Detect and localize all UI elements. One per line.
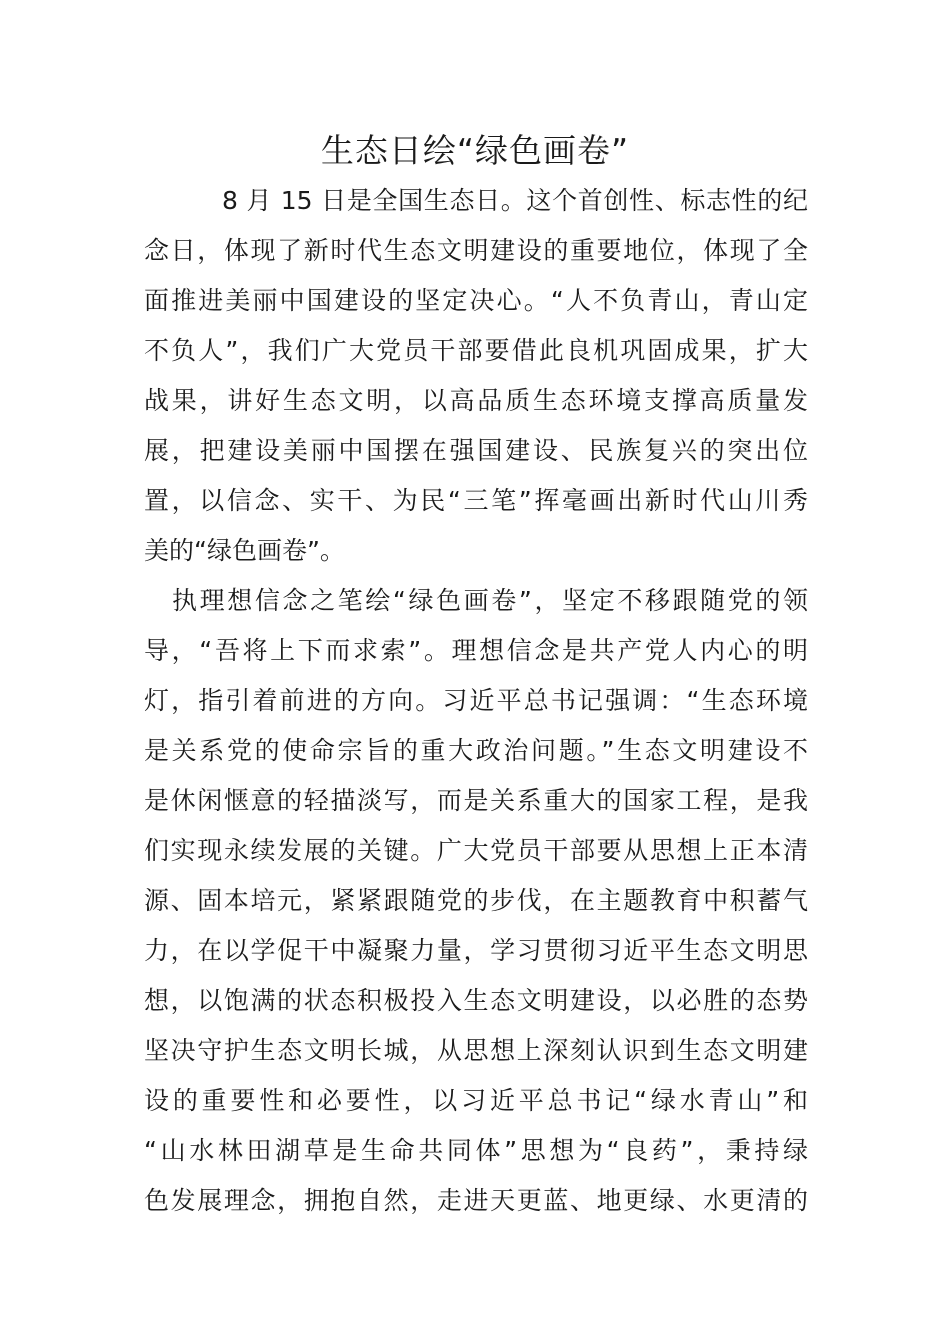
document-body [144,176,808,1226]
paragraph-2-line: 是关系党的使命宗旨的重大政治问题。”生态文明建设不 [144,736,808,765]
paragraph-1-line: 不负人”，我们广大党员干部要借此良机巩固成果，扩大 [144,336,808,365]
paragraph-2-line: 力，在以学促干中凝聚力量，学习贯彻习近平生态文明思 [144,936,808,965]
paragraph-2-line: 执理想信念之笔绘“绿色画卷”，坚定不移跟随党的领 [172,586,808,615]
paragraph-2-line: 灯，指引着前进的方向。习近平总书记强调：“生态环境 [144,686,808,715]
paragraph-2-line: 想，以饱满的状态积极投入生态文明建设，以必胜的态势 [144,986,808,1015]
paragraph-2-line: “山水林田湖草是生命共同体”思想为“良药”，秉持绿 [144,1136,808,1165]
paragraph-2-line: 坚决守护生态文明长城，从思想上深刻认识到生态文明建 [144,1036,808,1065]
paragraph-1-line: 战果，讲好生态文明，以高品质生态环境支撑高质量发 [144,386,808,415]
paragraph-1-line: 美的“绿色画卷”。 [144,536,345,565]
paragraph-1-line: 展，把建设美丽中国摆在强国建设、民族复兴的突出位 [144,436,808,465]
paragraph-2-line: 色发展理念，拥抱自然，走进天更蓝、地更绿、水更清的 [144,1186,808,1215]
paragraph-1-line: 面推进美丽中国建设的坚定决心。“人不负青山，青山定 [144,286,808,315]
paragraph-2-line: 们实现永续发展的关键。广大党员干部要从思想上正本清 [144,836,808,865]
paragraph-1-line: 置，以信念、实干、为民“三笔”挥毫画出新时代山川秀 [144,486,808,515]
paragraph-2-line: 设的重要性和必要性，以习近平总书记“绿水青山”和 [144,1086,808,1115]
paragraph-2-line: 源、固本培元，紧紧跟随党的步伐，在主题教育中积蓄气 [144,886,808,915]
paragraph-1-line: 念日，体现了新时代生态文明建设的重要地位，体现了全 [144,236,808,265]
paragraph-2-line: 导，“吾将上下而求索”。理想信念是共产党人内心的明 [144,636,808,665]
paragraph-2-line: 是休闲惬意的轻描淡写，而是关系重大的国家工程，是我 [144,786,808,815]
paragraph-1-line: 8 月 15 日是全国生态日。这个首创性、标志性的纪 [222,186,808,215]
document-title: 生态日绘“绿色画卷” [320,131,630,170]
